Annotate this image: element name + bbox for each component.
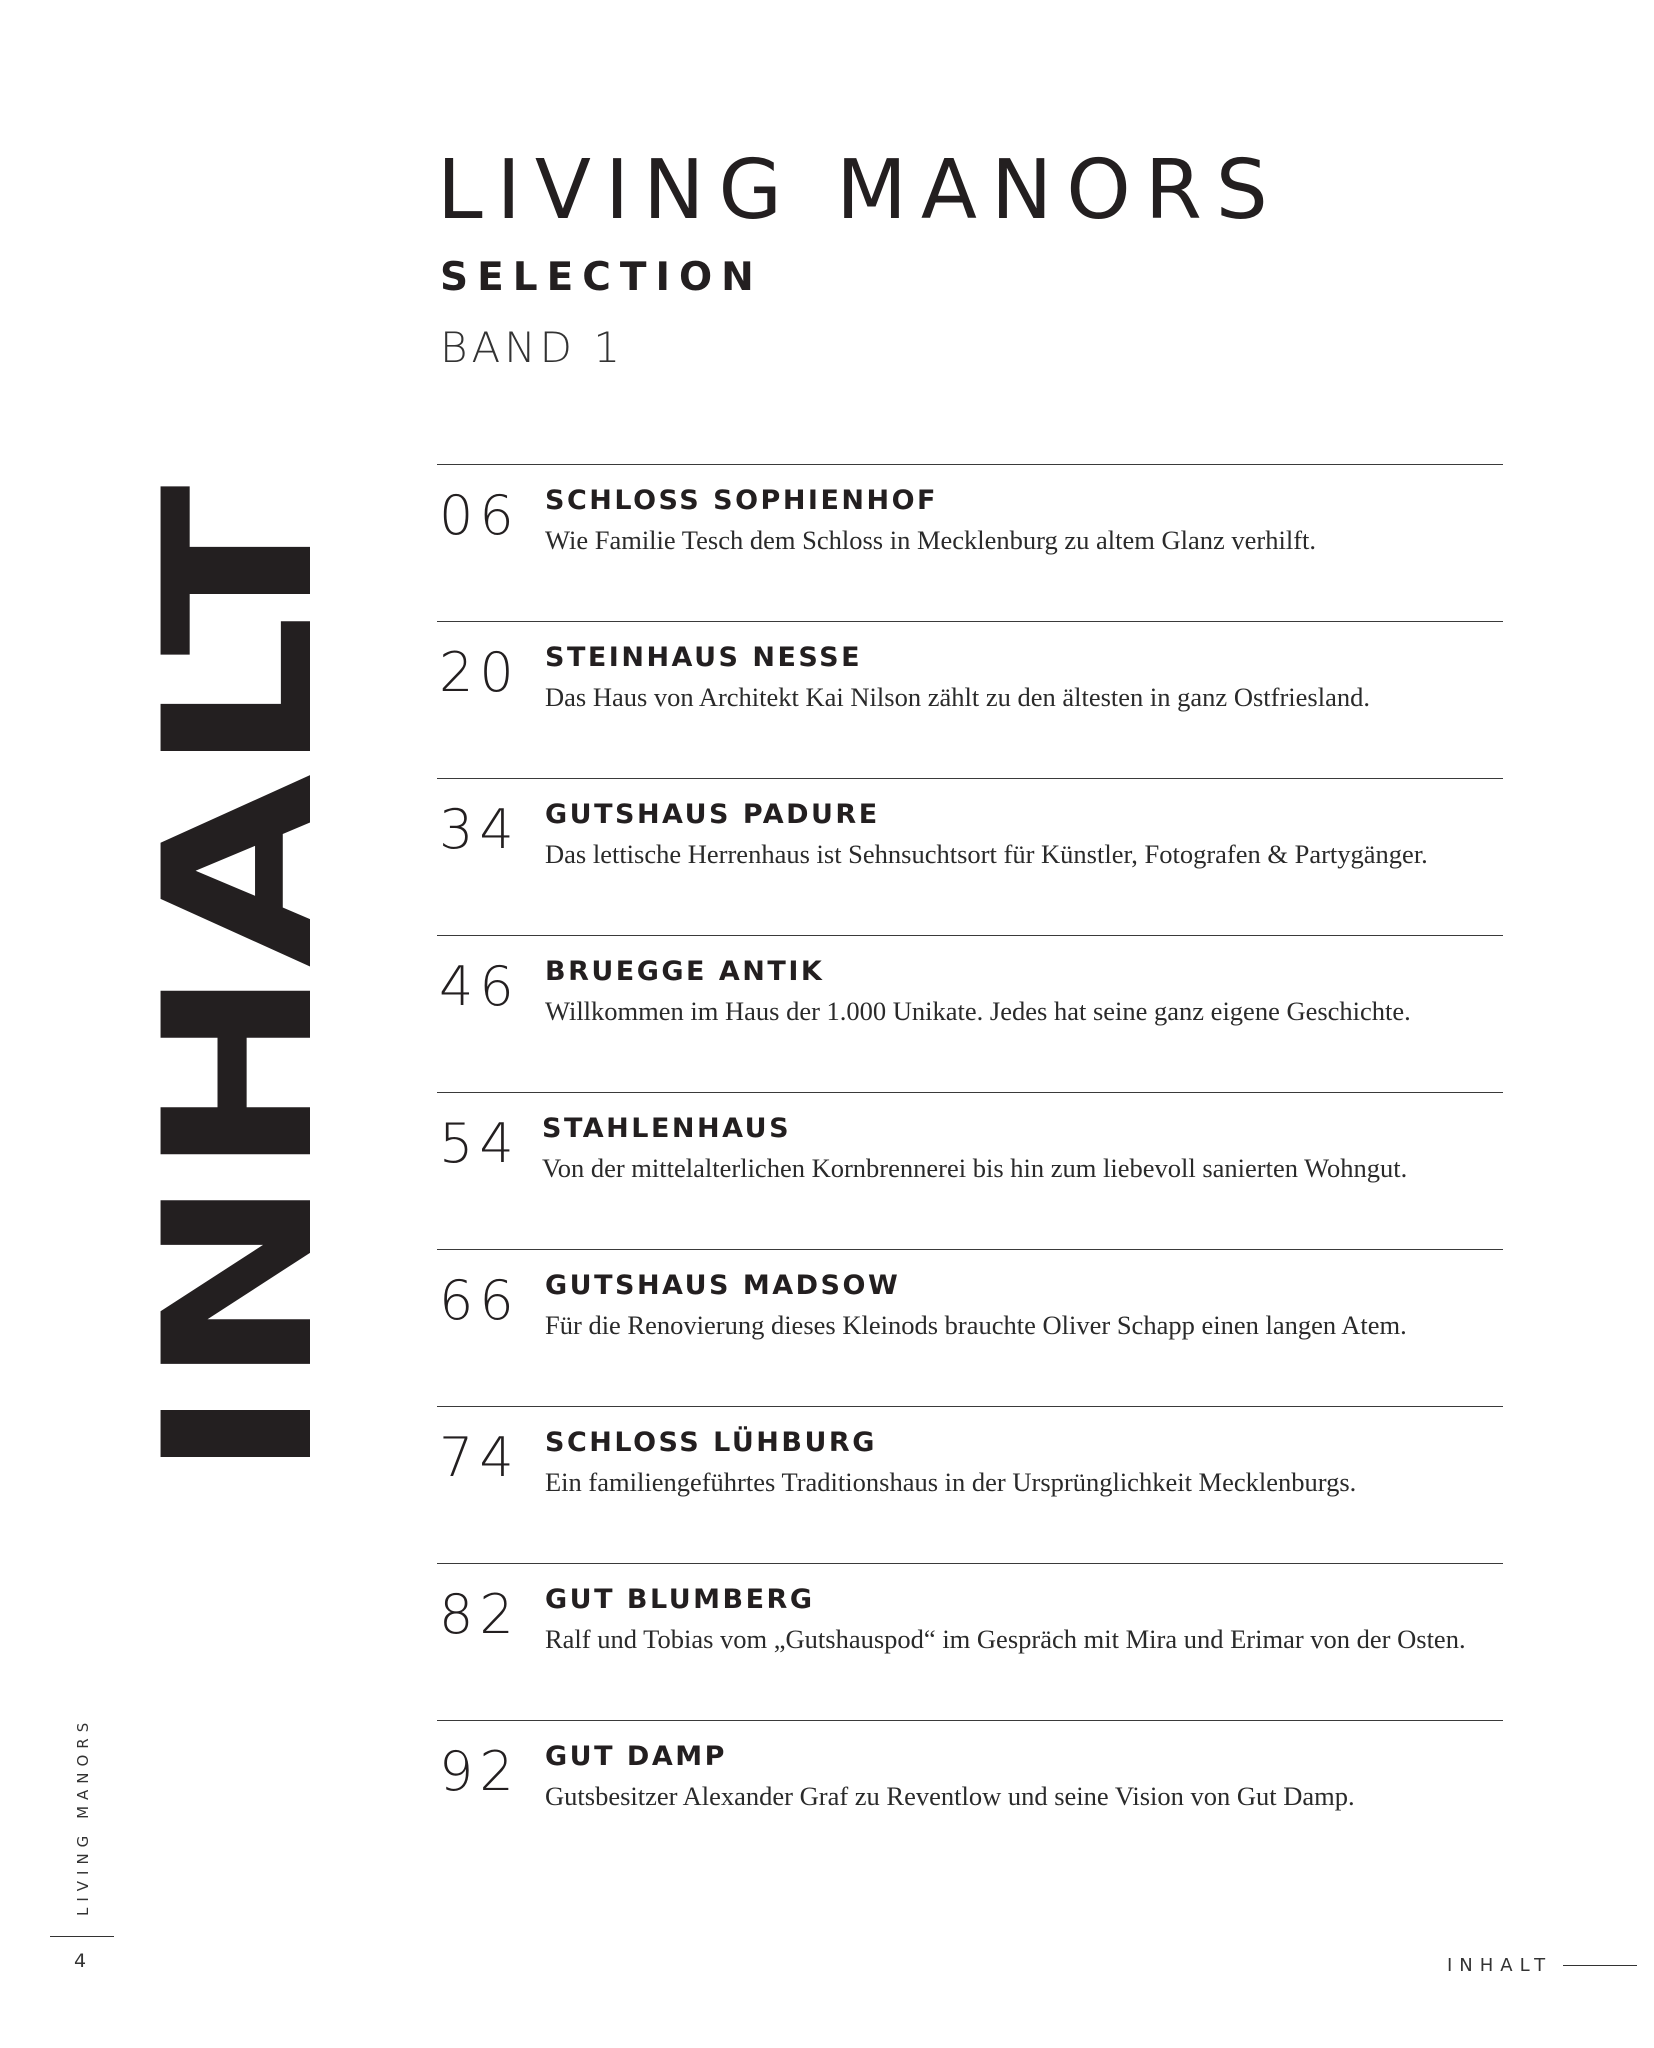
page-number: 4 <box>74 1950 87 1972</box>
toc-title: GUT DAMP <box>545 1741 727 1772</box>
toc-description: Das lettische Herrenhaus ist Sehnsuchtsort für Künstler, Fotografen & Partygänger. <box>545 839 1428 869</box>
toc-page-number: 20 <box>439 641 520 704</box>
toc-description: Für die Renovierung dieses Kleinods brauchte Oliver Schapp einen langen Atem. <box>545 1310 1407 1340</box>
toc-entry[interactable] <box>437 621 1503 778</box>
toc-page-number: 46 <box>439 955 520 1018</box>
toc-page-number: 66 <box>439 1269 520 1332</box>
footer-section-label: INHALT <box>1447 1955 1553 1976</box>
toc-entry[interactable] <box>437 935 1503 1092</box>
toc-title: STEINHAUS NESSE <box>545 642 863 673</box>
toc-title: GUT BLUMBERG <box>545 1584 815 1615</box>
toc-title: GUTSHAUS MADSOW <box>545 1270 901 1301</box>
toc-page-number: 74 <box>439 1426 520 1489</box>
toc-entry[interactable] <box>437 1406 1503 1563</box>
toc-page-number: 34 <box>439 798 520 861</box>
toc-description: Willkommen im Haus der 1.000 Unikate. Jedes hat seine ganz eigene Geschichte. <box>545 996 1411 1026</box>
toc-entry[interactable] <box>437 464 1503 621</box>
table-of-contents <box>437 464 1503 1877</box>
toc-entry[interactable] <box>437 1092 1503 1249</box>
toc-page-number: 92 <box>439 1740 520 1803</box>
toc-title: STAHLENHAUS <box>542 1113 792 1144</box>
side-title-text: INHALT <box>121 665 359 1480</box>
volume-label: BAND 1 <box>440 323 625 372</box>
toc-description: Wie Familie Tesch dem Schloss in Mecklenburg zu altem Glanz verhilft. <box>545 525 1317 555</box>
toc-title: SCHLOSS SOPHIENHOF <box>545 485 938 516</box>
toc-title: SCHLOSS LÜHBURG <box>545 1427 877 1458</box>
footer-divider-right <box>1563 1965 1637 1966</box>
toc-description: Ein familiengeführtes Traditionshaus in der Ursprünglichkeit Mecklenburgs. <box>545 1467 1357 1497</box>
toc-page-number: 06 <box>439 484 520 547</box>
toc-entry[interactable] <box>437 778 1503 935</box>
toc-title: GUTSHAUS PADURE <box>545 799 880 830</box>
footer-divider-left <box>50 1936 114 1937</box>
toc-title: BRUEGGE ANTIK <box>545 956 825 987</box>
toc-description: Ralf und Tobias vom „Gutshauspod“ im Gespräch mit Mira und Erimar von der Osten. <box>545 1624 1466 1654</box>
magazine-title: LIVING MANORS <box>437 143 1282 238</box>
toc-entry[interactable] <box>437 1720 1503 1877</box>
toc-page-number: 82 <box>439 1583 520 1646</box>
toc-description: Gutsbesitzer Alexander Graf zu Reventlow und seine Vision von Gut Damp. <box>545 1781 1355 1811</box>
toc-entry[interactable] <box>437 1249 1503 1406</box>
magazine-subtitle: SELECTION <box>440 255 763 300</box>
side-title <box>121 480 359 1480</box>
side-title-svg <box>121 480 359 1480</box>
toc-page-number: 54 <box>439 1112 520 1175</box>
spine-label: LIVING MANORS <box>74 1716 92 1916</box>
toc-description: Das Haus von Architekt Kai Nilson zählt zu den ältesten in ganz Ostfriesland. <box>545 682 1370 712</box>
toc-entry[interactable] <box>437 1563 1503 1720</box>
toc-description: Von der mittelalterlichen Kornbrennerei bis hin zum liebevoll sanierten Wohngut. <box>542 1153 1408 1183</box>
